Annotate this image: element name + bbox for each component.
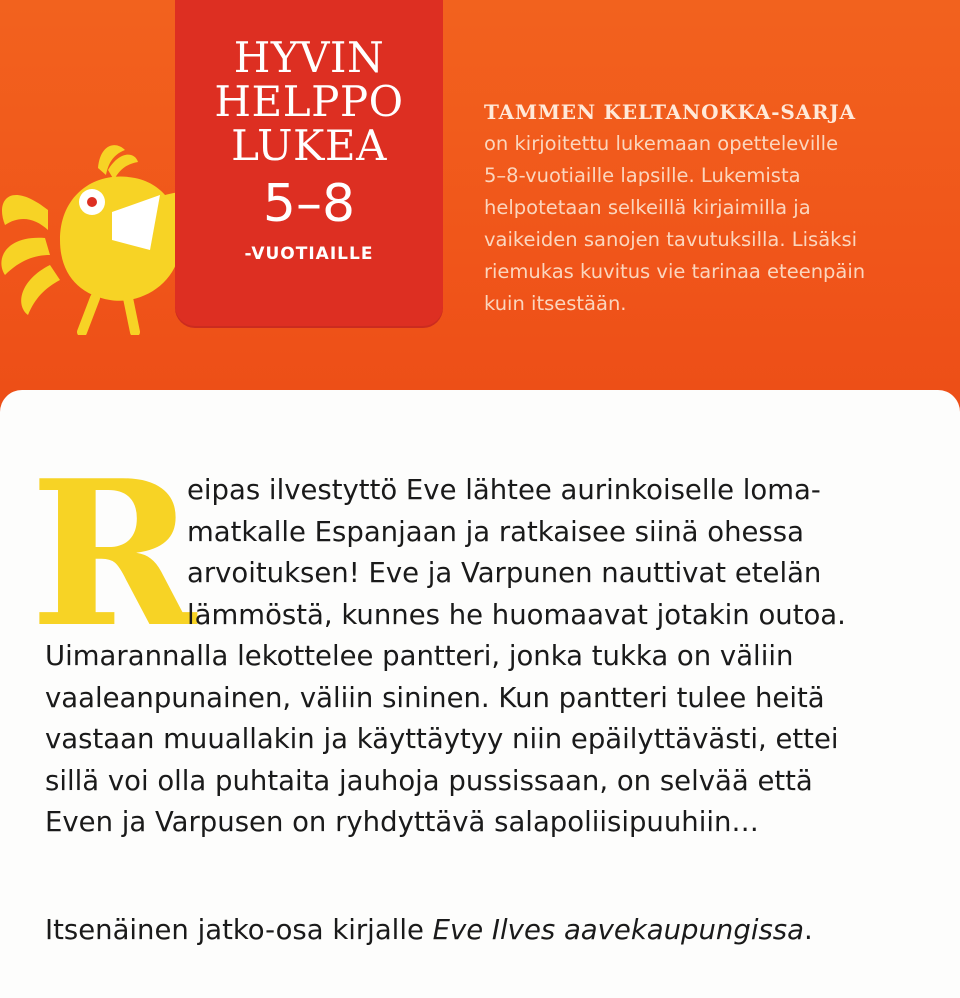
sequel-book-title: Eve Ilves aavekaupungissa bbox=[432, 914, 804, 946]
sequel-note-suffix: . bbox=[803, 914, 813, 946]
series-title: TAMMEN KELTANOKKA-SARJA bbox=[484, 100, 856, 124]
badge-age-range: 5–8 bbox=[262, 174, 356, 234]
blurb-text bbox=[45, 470, 925, 844]
blurb-line: matkalle Espanjaan ja ratkaisee siinä ohessa bbox=[187, 515, 804, 548]
reading-level-badge bbox=[175, 0, 443, 328]
series-body bbox=[484, 128, 954, 320]
blurb-line: Even ja Varpusen on ryhdyttävä salapoliisipuuhiin… bbox=[45, 806, 759, 838]
series-description bbox=[484, 100, 954, 320]
series-line: kuin itsestään. bbox=[484, 292, 627, 315]
series-line: helpotetaan selkeillä kirjaimilla ja bbox=[484, 196, 811, 219]
sequel-note-prefix: Itsenäinen jatko-osa kirjalle bbox=[45, 914, 433, 946]
series-line: riemukas kuvitus vie tarinaa eteenpäin bbox=[484, 260, 866, 283]
badge-line-3: LUKEA bbox=[231, 121, 387, 170]
blurb-line: eipas ilvestyttö Eve lähtee aurinkoiselle loma- bbox=[187, 474, 821, 506]
sequel-note bbox=[45, 910, 945, 951]
blurb-line: lämmöstä, kunnes he huomaavat jotakin outoa. bbox=[187, 598, 846, 631]
badge-line-2: HELPPO bbox=[214, 77, 404, 126]
series-line: 5–8-vuotiaille lapsille. Lukemista bbox=[484, 164, 801, 187]
series-line: on kirjoitettu lukemaan opetteleville bbox=[484, 132, 839, 155]
blurb-line: vastaan muuallakin ja käyttäytyy niin epäilyttävästi, ettei bbox=[45, 723, 839, 755]
drop-cap-letter: R bbox=[30, 437, 197, 672]
badge-line-1: HYVIN bbox=[233, 33, 385, 82]
blurb-line: sillä voi olla puhtaita jauhoja pussissaan, on selvää että bbox=[45, 764, 813, 797]
blurb-line: vaaleanpunainen, väliin sininen. Kun pantteri tulee heitä bbox=[45, 681, 825, 714]
blurb-line: Uimarannalla lekottelee pantteri, jonka tukka on väliin bbox=[45, 640, 794, 672]
blurb-line: arvoituksen! Eve ja Varpunen nauttivat etelän bbox=[187, 557, 822, 589]
badge-age-suffix: -VUOTIAILLE bbox=[244, 244, 374, 264]
series-line: vaikeiden sanojen tavutuksilla. Lisäksi bbox=[484, 228, 858, 251]
